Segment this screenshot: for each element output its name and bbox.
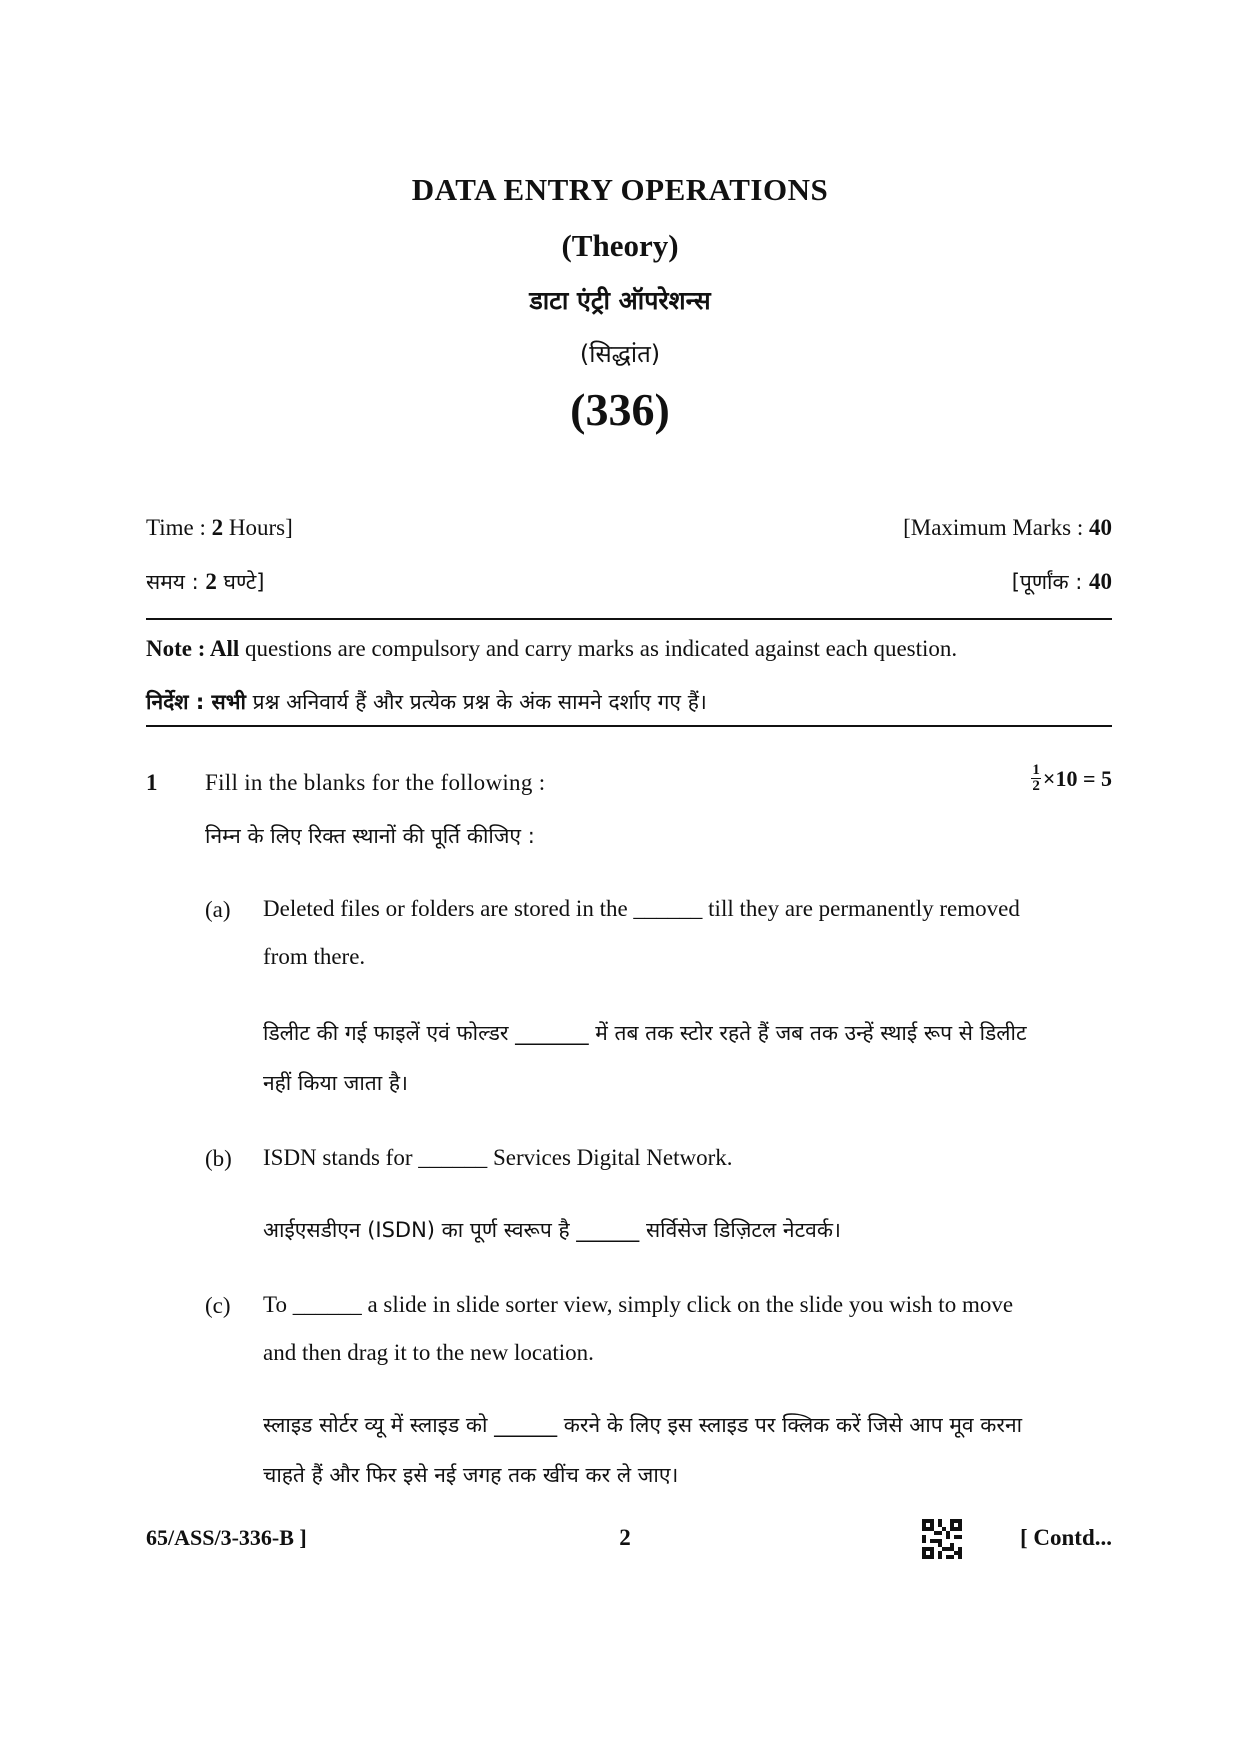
part-b-label: (b): [205, 1146, 232, 1171]
part-c-text-hindi: स्लाइड सोर्टर व्यू में स्लाइड को ______ करने के लिए इस स्लाइड पर क्लिक करें जिसे आप मूव करना चाहते हैं और फिर इसे नई जगह तक खींच कर ले जाए।: [263, 1413, 1023, 1487]
max-marks-info-hindi: [पूर्णांक : 40: [1011, 569, 1112, 594]
subject-code: (336): [570, 384, 670, 435]
paper-title-hindi: डाटा एंट्री ऑपरेशन्स: [529, 286, 711, 315]
part-a-text: Deleted files or folders are stored in the ______ till they are permanently removed from there.: [263, 896, 1020, 969]
time-marks-row-hindi: [146, 568, 1112, 596]
note-hindi: निर्देश : सभी प्रश्न अनिवार्य हैं और प्रत्येक प्रश्न के अंक सामने दर्शाए गए हैं।: [146, 690, 707, 714]
note-english: Note : All questions are compulsory and carry marks as indicated against each question.: [146, 636, 958, 661]
question-text-hindi: निम्न के लिए रिक्त स्थानों की पूर्ति कीजिए :: [205, 824, 535, 848]
time-info-hindi: समय : 2 घण्टे]: [146, 569, 265, 594]
marks-fraction: $\frac{1}{2}$: [1032, 762, 1040, 794]
part-a-label: (a): [205, 897, 231, 922]
time-marks-row: [146, 515, 1112, 541]
part-b-text: ISDN stands for ______ Services Digital Network.: [263, 1145, 733, 1170]
max-marks-info: [Maximum Marks : 40: [903, 515, 1112, 540]
paper-subtitle: (Theory): [561, 228, 679, 263]
divider-bottom: [146, 725, 1112, 727]
paper-title: DATA ENTRY OPERATIONS: [411, 172, 829, 207]
question-marks: $\frac{1}{2}$ ×10 = 5: [1032, 762, 1112, 794]
paper-code: 65/ASS/3-336-B ]: [146, 1525, 307, 1550]
part-b-text-hindi: आईएसडीएन (ISDN) का पूर्ण स्वरूप है ______ सर्विसेज डिज़िटल नेटवर्क।: [263, 1218, 841, 1242]
divider-top: [146, 618, 1112, 620]
part-a-text-hindi: डिलीट की गई फाइलें एवं फोल्डर _______ में तब तक स्टोर रहते हैं जब तक उन्हें स्थाई रूप से डिलीट नहीं किया जाता है।: [263, 1021, 1027, 1095]
question-text: Fill in the blanks for the following :: [205, 770, 546, 795]
question-number: 1: [146, 770, 158, 795]
continued-label: [ Contd...: [1019, 1525, 1112, 1550]
page-number: 2: [619, 1525, 631, 1550]
part-c-label: (c): [205, 1293, 231, 1318]
qr-code-icon: [922, 1519, 962, 1559]
time-info: Time : 2 Hours]: [146, 515, 293, 540]
part-c-text: To ______ a slide in slide sorter view, simply click on the slide you wish to move and then drag it to the new location.: [263, 1292, 1014, 1365]
paper-subtitle-hindi: (सिद्धांत): [579, 340, 661, 368]
